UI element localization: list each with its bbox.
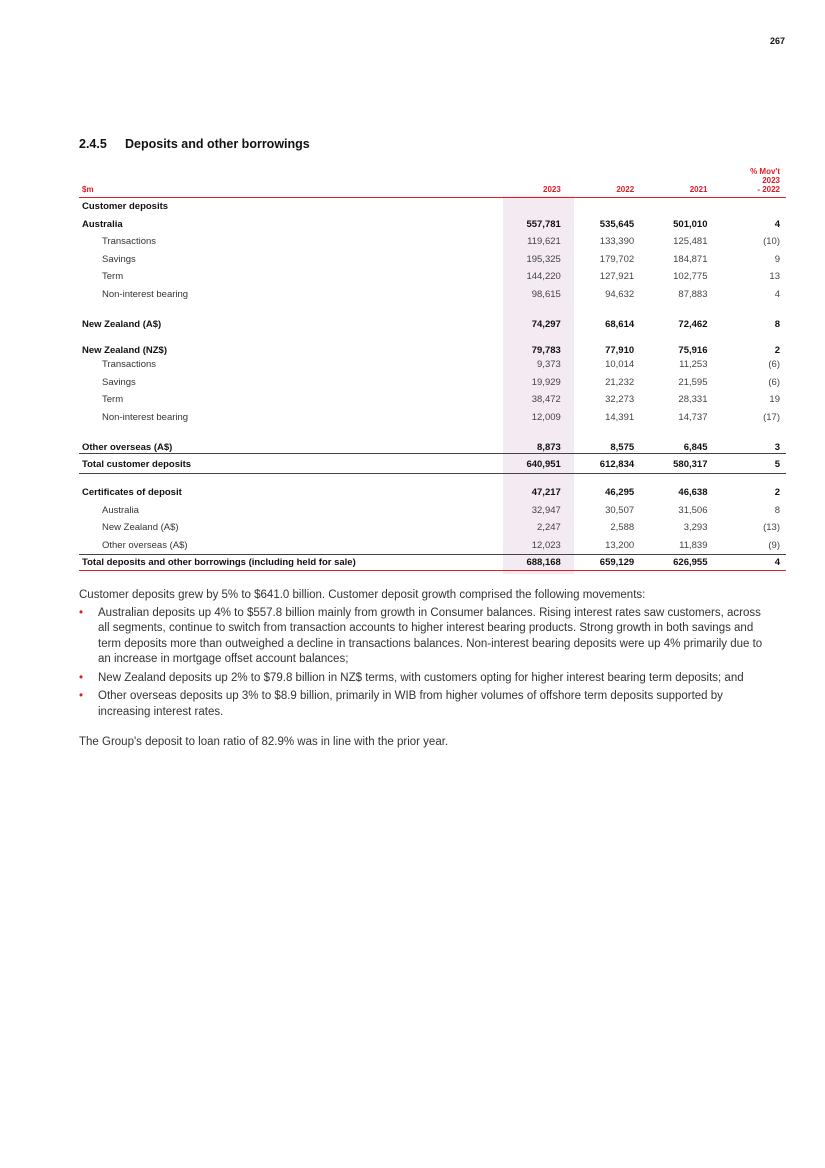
table-row-total-deposits [79, 555, 786, 571]
cell-movement: 2 [774, 487, 780, 499]
cell-2021: 11,839 [679, 539, 708, 551]
header-2023: 2023 [493, 160, 566, 198]
cell-2021: 580,317 [640, 453, 713, 474]
cell-2023: 74,297 [531, 318, 561, 330]
cell-movement: (9) [768, 539, 780, 551]
cell-2022: 535,645 [599, 218, 635, 230]
cell-2022: 77,910 [605, 345, 635, 356]
cell-movement: (17) [763, 411, 780, 423]
cell-2023: 12,023 [531, 539, 561, 551]
cell-2021: 31,506 [678, 504, 708, 516]
row-label: Australia [102, 504, 139, 516]
cell-2021: 72,462 [678, 318, 708, 330]
cell-movement: 19 [769, 394, 780, 406]
cell-2023: 688,168 [493, 555, 566, 571]
cell-2022 [567, 198, 640, 216]
cell-movement: 13 [769, 271, 780, 283]
table-row-new-zealand-nzd [79, 330, 786, 357]
cell-movement [713, 198, 786, 216]
row-label: Customer deposits [82, 201, 169, 213]
row-label: Non-interest bearing [102, 288, 189, 300]
section-title [79, 137, 310, 151]
cell-2023: 144,220 [526, 271, 561, 283]
cell-2023: 98,615 [531, 288, 561, 300]
list-item [79, 689, 769, 720]
cell-movement: 4 [774, 288, 780, 300]
cell-2021: 125,481 [673, 236, 708, 248]
table-row-other-overseas [79, 426, 786, 453]
bullet-icon: • [79, 671, 84, 684]
cell-2022: 179,702 [599, 253, 635, 265]
cell-2022: 13,200 [605, 539, 635, 551]
cell-2021: 46,638 [678, 487, 708, 499]
cell-2023: 12,009 [531, 411, 561, 423]
cell-2022: 46,295 [605, 487, 635, 499]
cell-2023 [493, 198, 566, 216]
cell-2023: 32,947 [531, 504, 561, 516]
cell-movement: 4 [774, 218, 780, 230]
page-number: 267 [769, 36, 785, 46]
table-row [79, 356, 786, 374]
cell-2022: 133,390 [599, 236, 635, 248]
table-row-customer-deposits [79, 198, 786, 216]
cell-movement: (10) [763, 236, 780, 248]
table-row [79, 519, 786, 537]
row-label: Non-interest bearing [102, 411, 189, 423]
table-row [79, 251, 786, 269]
cell-2021: 102,775 [673, 271, 708, 283]
cell-2021: 3,293 [683, 522, 708, 534]
cell-2021: 501,010 [673, 218, 708, 230]
row-label: Total deposits and other borrowings (including held for sale) [79, 555, 493, 571]
cell-2023: 8,873 [493, 426, 566, 453]
table-row [79, 537, 786, 555]
cell-2022: 21,232 [605, 376, 635, 388]
cell-2023: 9,373 [537, 359, 561, 371]
table-row-new-zealand-aud [79, 303, 786, 330]
table-row [79, 268, 786, 286]
cell-movement: 3 [713, 426, 786, 453]
table-row [79, 233, 786, 251]
cell-2022: 30,507 [605, 504, 635, 516]
cell-2021: 184,871 [673, 253, 708, 265]
header-movement [713, 160, 786, 198]
cell-movement: 8 [774, 504, 780, 516]
cell-2021: 11,253 [679, 359, 708, 371]
cell-2021: 28,331 [678, 394, 708, 406]
table-row [79, 286, 786, 304]
cell-2022: 68,614 [605, 318, 635, 330]
deposits-table [79, 160, 786, 571]
table-row [79, 374, 786, 392]
cell-movement: (6) [768, 359, 780, 371]
cell-2023: 2,247 [537, 522, 561, 534]
row-label: New Zealand (A$) [82, 318, 162, 330]
row-label: Savings [102, 376, 136, 388]
cell-movement: (13) [763, 522, 780, 534]
table-row-total-customer-deposits [79, 453, 786, 474]
row-label: Term [102, 394, 124, 406]
row-label: Australia [82, 218, 123, 230]
row-label: Other overseas (A$) [79, 426, 493, 453]
cell-2023: 38,472 [531, 394, 561, 406]
commentary-bullets [79, 606, 769, 721]
cell-2021: 14,737 [678, 411, 708, 423]
cell-movement: 8 [774, 318, 780, 330]
cell-2022: 127,921 [599, 271, 635, 283]
cell-2021: 21,595 [678, 376, 708, 388]
cell-2022: 8,575 [567, 426, 640, 453]
commentary-intro: Customer deposits grew by 5% to $641.0 billion. Customer deposit growth comprised the following movements: [79, 589, 646, 601]
list-item [79, 671, 769, 687]
cell-2022: 14,391 [605, 411, 635, 423]
section-heading: Deposits and other borrowings [125, 137, 310, 151]
bullet-icon: • [79, 690, 84, 702]
row-label: Transactions [102, 236, 157, 248]
cell-2023: 19,929 [531, 376, 561, 388]
row-label: New Zealand (NZ$) [82, 345, 167, 356]
cell-2021: 75,916 [678, 345, 708, 356]
header-2021: 2021 [640, 160, 713, 198]
row-label: Savings [102, 253, 136, 265]
bullet-text: New Zealand deposits up 2% to $79.8 billion in NZ$ terms, with customers opting for higher interest bearing term deposits; and [98, 671, 744, 684]
row-label: Certificates of deposit [82, 487, 182, 499]
cell-2022: 659,129 [567, 555, 640, 571]
commentary [79, 588, 769, 751]
header-movement-line2: 2023 [762, 176, 780, 185]
cell-2022: 10,014 [605, 359, 635, 371]
bullet-text: Other overseas deposits up 3% to $8.9 billion, primarily in WIB from higher volumes of offshore term deposits supported by increasing interest rates. [98, 690, 723, 718]
row-label: Transactions [102, 359, 157, 371]
cell-2023: 119,621 [527, 236, 561, 248]
cell-2021: 6,845 [640, 426, 713, 453]
table-row-australia [79, 216, 786, 234]
cell-movement: 9 [774, 253, 780, 265]
bullet-icon: • [79, 606, 84, 619]
header-movement-line3: - 2022 [757, 185, 780, 194]
cell-2022: 2,588 [610, 522, 635, 534]
table-header-row [79, 160, 786, 198]
table-row-certificates-of-deposit [79, 484, 786, 502]
cell-2023: 47,217 [531, 487, 561, 499]
section-number: 2.4.5 [79, 137, 107, 151]
header-movement-line1: % Mov't [750, 167, 780, 176]
cell-movement: 5 [713, 453, 786, 474]
row-label: Total customer deposits [79, 453, 493, 474]
cell-2023: 79,783 [531, 345, 561, 356]
cell-2022: 612,834 [567, 453, 640, 474]
deposits-table-container [79, 160, 786, 571]
commentary-closing: The Group's deposit to loan ratio of 82.9% was in line with the prior year. [79, 736, 449, 748]
list-item [79, 606, 769, 668]
row-label: Term [102, 271, 124, 283]
table-row [79, 409, 786, 427]
cell-2022: 32,273 [605, 394, 635, 406]
row-label: New Zealand (A$) [102, 522, 179, 534]
row-label: Other overseas (A$) [102, 539, 188, 551]
cell-2021: 87,883 [678, 288, 708, 300]
bullet-text: Australian deposits up 4% to $557.8 billion mainly from growth in Consumer balances. Rising interest rates saw customers, across all segments, continue to switch from transaction accounts to higher interest bearing products. Strong growth in both savings and term deposits more than outweighed a decline in transactions balances. Non-interest bearing deposits were up 4% primarily due to an increase in mortgage offset account balances; [98, 606, 763, 665]
header-label: $m [79, 160, 493, 198]
cell-movement: 2 [774, 345, 780, 356]
cell-2023: 195,325 [526, 253, 561, 265]
cell-2021: 626,955 [640, 555, 713, 571]
cell-2022: 94,632 [605, 288, 635, 300]
cell-2023: 640,951 [493, 453, 566, 474]
cell-movement: 4 [713, 555, 786, 571]
table-spacer [79, 474, 786, 485]
cell-movement: (6) [768, 376, 780, 388]
table-row [79, 391, 786, 409]
header-2022: 2022 [567, 160, 640, 198]
cell-2023: 557,781 [526, 218, 561, 230]
cell-2021 [640, 198, 713, 216]
table-row [79, 502, 786, 520]
